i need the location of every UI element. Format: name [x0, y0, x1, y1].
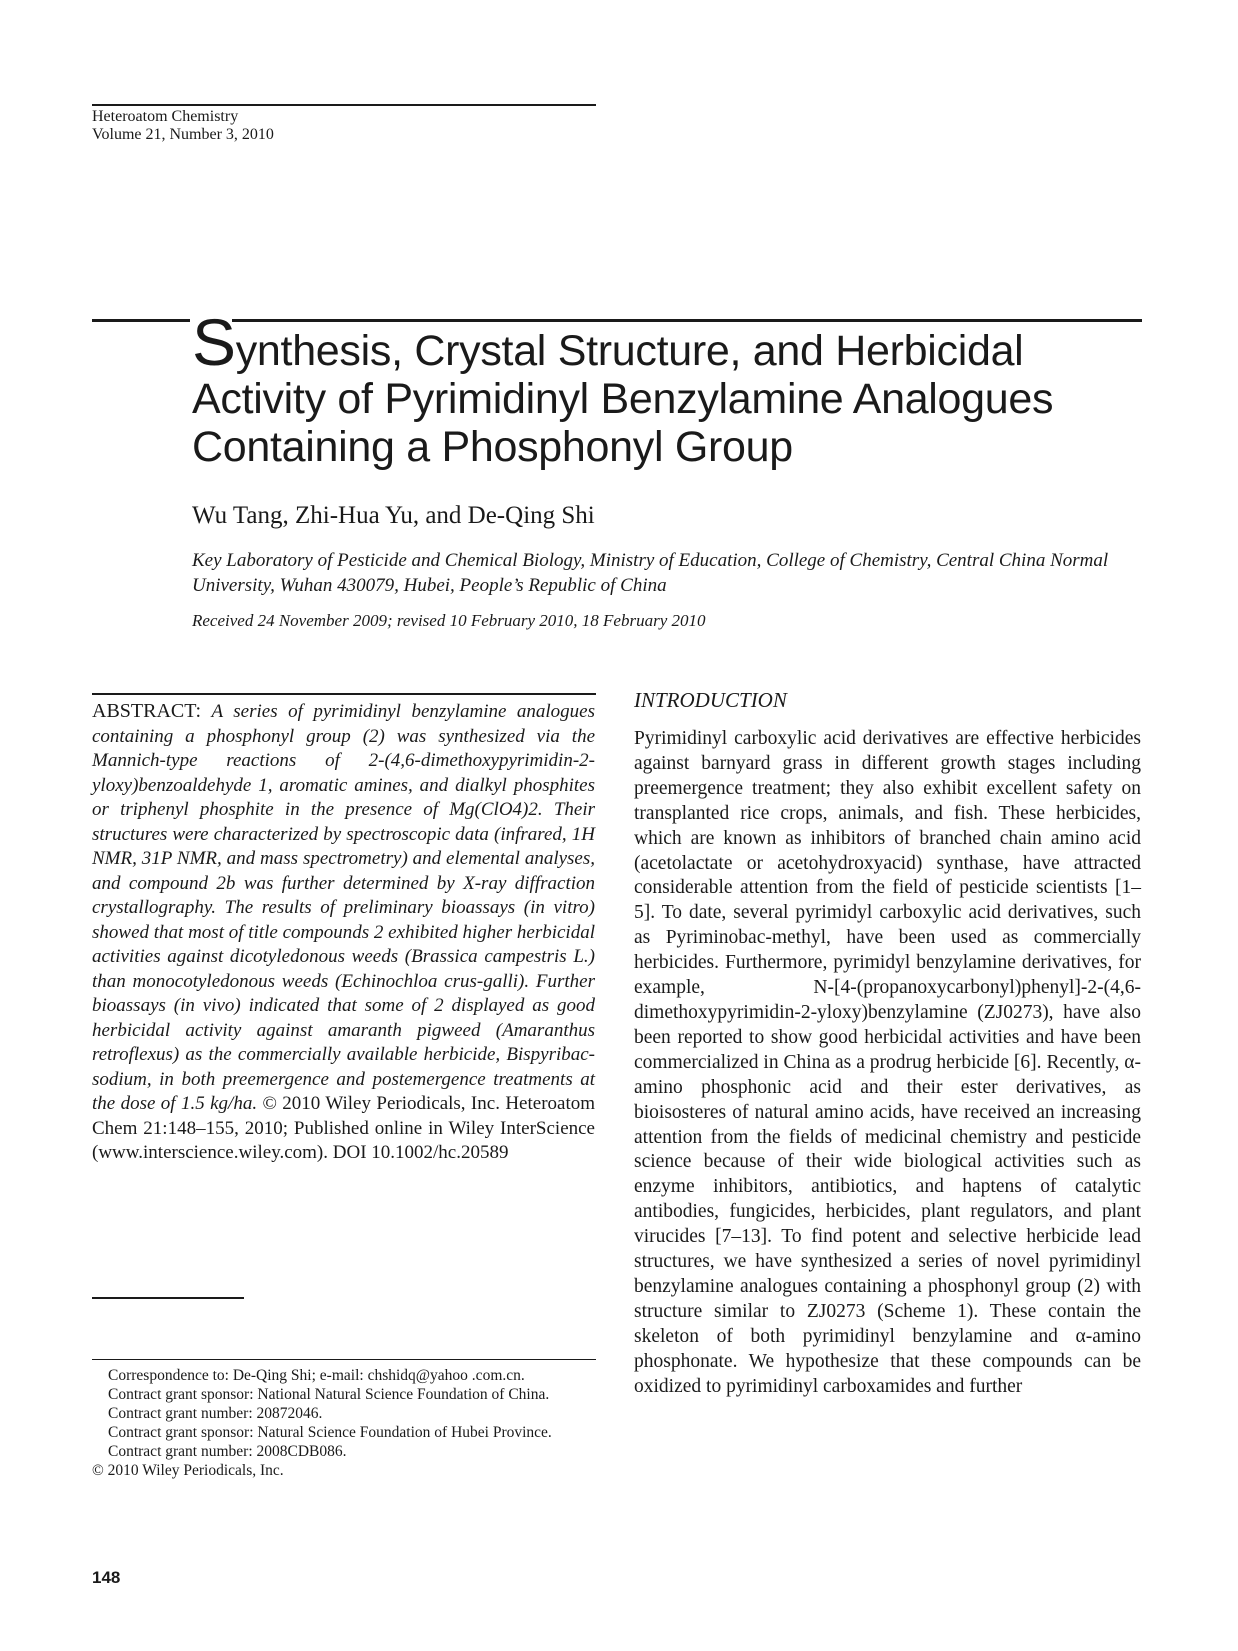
page-number: 148	[92, 1568, 121, 1587]
abstract	[92, 699, 595, 1166]
journal-volume: Volume 21, Number 3, 2010	[92, 126, 274, 143]
abstract-end-rule	[92, 1297, 244, 1299]
title-rule-left	[92, 319, 190, 322]
introduction-heading: INTRODUCTION	[634, 688, 787, 712]
journal-header	[92, 108, 274, 144]
footnote-grant-sponsor: Contract grant sponsor: Natural Science Foundation of Hubei Province.	[108, 1424, 552, 1441]
footnote-correspondence: Correspondence to: De-Qing Shi; e-mail: chshidq@yahoo .com.cn.	[108, 1367, 525, 1384]
footnote-rule	[92, 1359, 596, 1360]
footnote-grant-number: Contract grant number: 2008CDB086.	[108, 1443, 347, 1460]
introduction-body: Pyrimidinyl carboxylic acid derivatives are effective herbicides against barnyard grass in different growth stages including preemergence treatment; they also exhibit excellent safety on transplanted rice crops, animals, and fish. These herbicides, which are known as inhibitors of branched chain amino acid (acetolactate or acetohydroxyacid) synthase, have attracted considerable attention from the field of pesticide scientists [1–5]. To date, several pyrimidyl carboxylic acid derivatives, such as Pyriminobac-methyl, have been used as commercially herbicides. Furthermore, pyrimidyl benzylamine derivatives, for example, N-[4-(propanoxycarbonyl)phenyl]-2-(4,6-dimethoxypyrimidin-2-yloxy)benzylamine (ZJ0273), have also been reported to show good herbicidal activities and have been commercialized in China as a prodrug herbicide [6]. Recently, α-amino phosphonic acid and their ester derivatives, as bioisosteres of natural amino acids, have received an increasing attention from the fields of medicinal chemistry and pesticide science because of their wide biological activities such as enzyme inhibitors, antibiotics, and haptens of catalytic antibodies, fungicides, herbicides, plant regulators, and plant virucides [7–13]. To find potent and selective herbicide lead structures, we have synthesized a series of novel pyrimidinyl benzylamine analogues containing a phosphonyl group (2) with structure similar to ZJ0273 (Scheme 1). These contain the skeleton of both pyrimidinyl benzylamine and α-amino phosphonate. We hypothesize that these compounds can be oxidized to pyrimidinyl carboxamides and further	[634, 728, 1141, 1397]
received-dates: Received 24 November 2009; revised 10 February 2010, 18 February 2010	[192, 611, 706, 630]
authors: Wu Tang, Zhi-Hua Yu, and De-Qing Shi	[192, 502, 595, 529]
abstract-label: ABSTRACT:	[92, 700, 202, 722]
title-initial: S	[192, 305, 236, 379]
journal-name: Heteroatom Chemistry	[92, 108, 239, 125]
footnote-copyright: © 2010 Wiley Periodicals, Inc.	[92, 1462, 284, 1479]
title-text: ynthesis, Crystal Structure, and Herbicidal Activity of Pyrimidinyl Benzylamine Analogues Containing a Phosphonyl Group	[192, 327, 1054, 471]
journal-header-rule	[92, 104, 596, 106]
footnote-grant-number: Contract grant number: 20872046.	[108, 1405, 323, 1422]
abstract-citation: © 2010 Wiley Periodicals, Inc. Heteroatom Chem 21:148–155, 2010; Published online in Wiley InterScience (www.interscience.wiley.com). DOI 10.1002/hc.20589	[92, 1093, 596, 1163]
footnotes	[92, 1366, 595, 1480]
affiliation: Key Laboratory of Pesticide and Chemical Biology, Ministry of Education, College of Chemistry, Central China Normal University, Wuhan 430079, Hubei, People’s Republic of China	[192, 550, 1109, 596]
footnote-grant-sponsor: Contract grant sponsor: National Natural Science Foundation of China.	[108, 1386, 550, 1403]
abstract-body: A series of pyrimidinyl benzylamine analogues containing a phosphonyl group (2) was synthesized via the Mannich-type reactions of 2-(4,6-dimethoxypyrimidin-2-yloxy)benzoaldehyde 1, aromatic amines, and dialkyl phosphites or triphenyl phosphite in the presence of Mg(ClO4)2. Their structures were characterized by spectroscopic data (infrared, 1H NMR, 31P NMR, and mass spectrometry) and elemental analyses, and compound 2b was further determined by X-ray diffraction crystallography. The results of preliminary bioassays (in vitro) showed that most of title compounds 2 exhibited higher herbicidal activities against dicotyledonous weeds (Brassica campestris L.) than monocotyledonous weeds (Echinochloa crus-galli). Further bioassays (in vivo) indicated that some of 2 displayed as good herbicidal activity against amaranth pigweed (Amaranthus retroflexus) as the commercially available herbicide, Bispyribac-sodium, in both preemergence and postemergence treatments at the dose of 1.5 kg/ha.	[92, 701, 596, 1114]
abstract-top-rule	[92, 693, 596, 695]
article-title	[192, 305, 1152, 471]
